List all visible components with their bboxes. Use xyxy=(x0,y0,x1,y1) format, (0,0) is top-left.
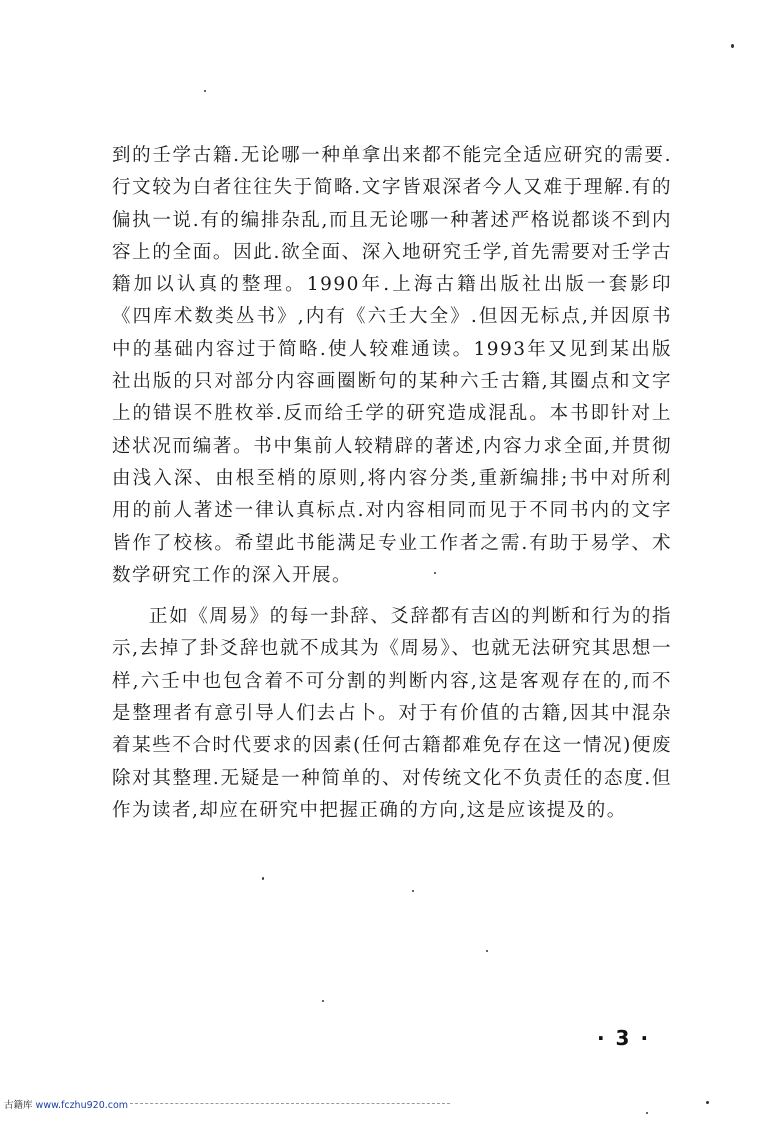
scan-speck xyxy=(706,1101,709,1104)
body-text xyxy=(112,140,672,827)
paragraph-2: 正如《周易》的每一卦辞、爻辞都有吉凶的判断和行为的指示,去掉了卦爻辞也就不成其为《周易》、也就无法研究其思想一样,六壬中也包含着不可分割的判断内容,这是客观存在的,而不是整理者有意引导人们去占卜。对于有价值的古籍,因其中混杂着某些不合时代要求的因素(任何古籍都难免存在这一情况)便废除对其整理.无疑是一种简单的、对传统文化不负责任的态度.但作为读者,却应在研究中把握正确的方向,这是应该提及的。 xyxy=(112,606,672,821)
paragraph-1: 到的壬学古籍.无论哪一种单拿出来都不能完全适应研究的需要.行文较为白者往往失于简略.文字皆艰深者今人又难于理解.有的偏执一说.有的编排杂乱,而且无论哪一种著述严格说都谈不到内容上的全面。因此.欲全面、深入地研究壬学,首先需要对壬学古籍加以认真的整理。1990年.上海古籍出版社出版一套影印《四库术数类丛书》,内有《六壬大全》.但因无标点,并因原书中的基础内容过于简略.使人较难通读。1993年又见到某出版社出版的只对部分内容画圈断句的某种六壬古籍,其圈点和文字上的错误不胜枚举.反而给壬学的研究造成混乱。本书即针对上述状况而编著。书中集前人较精辟的著述,内容力求全面,并贯彻由浅入深、由根至梢的原则,将内容分类,重新编排;书中对所利用的前人著述一律认真标点.对内容相同而见于不同书内的文字皆作了校核。希望此书能满足专业工作者之需.有助于易学、术数学研究工作的深入开展。 xyxy=(112,145,672,586)
watermark-site-name: 古籍库 xyxy=(4,1100,33,1111)
scan-speck xyxy=(412,890,414,892)
watermark-url: www.fczhu920.com xyxy=(35,1100,129,1111)
scan-speck xyxy=(646,1112,648,1114)
scan-speck xyxy=(434,572,436,574)
scan-speck xyxy=(322,1000,324,1002)
scan-speck xyxy=(262,877,264,880)
scan-speck xyxy=(204,90,206,92)
footer-divider xyxy=(130,1103,450,1104)
watermark xyxy=(4,1097,128,1111)
scan-speck xyxy=(486,950,488,952)
page-number: · 3 · xyxy=(597,1026,651,1050)
scan-speck xyxy=(731,44,734,48)
